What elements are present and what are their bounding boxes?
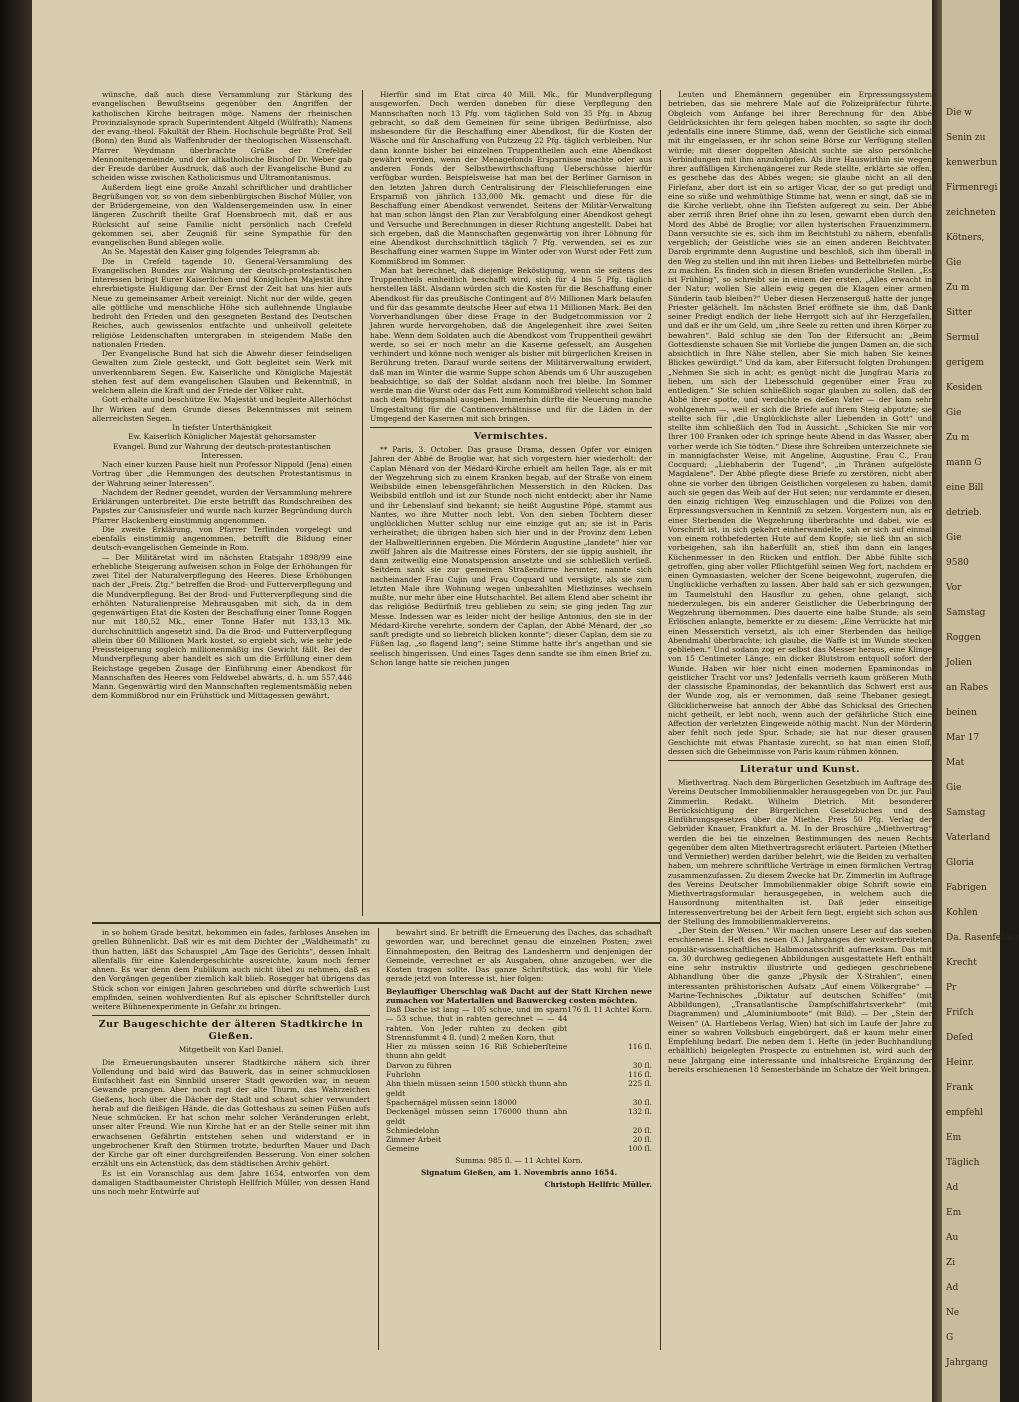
cost-value: 116 ſl. (628, 1070, 652, 1080)
section-rule (668, 760, 932, 761)
adjacent-page-fragment: Deſed (946, 1033, 973, 1043)
adjacent-page-fragment: Zu m (946, 283, 970, 293)
cost-value: 176 ſl. 11 Achtel Korn. (567, 1005, 652, 1014)
article-heading: Zur Baugeschichte der älteren Stadtkirche in Gießen. (98, 1019, 364, 1043)
adjacent-page-fragment: gerigem (946, 358, 984, 368)
signature-line: Signatum Gießen, am 1. Novembris anno 1654. (420, 1168, 618, 1177)
paragraph: Die in Crefeld tagende 10. General-Versammlung des Evangelischen Bundes zur Wahrung der deutsch-protestantischen Interessen bringt Eurer Kaiserlichen und Königlichen Majestät ihre ehrerbietigste Huldigung dar. Der Ernst der Zeit hat uns hier aufs Neue zu gemeinsamer Arbeit vereinigt. Nicht nur der wilde, gegen alle göttliche und menschliche Höhe sich auflehnende Unglaube bedroht den Frieden und den gesegneten Bestand des Deutschen Reiches, auch gewissenlos entfachte und unheilvoll geleitete religiöse Leidenschaften untergraben in steigendem Maße den nationalen Frieden. (92, 256, 352, 349)
cost-row (386, 1107, 652, 1126)
adjacent-page-fragment: Frank (946, 1083, 974, 1093)
adjacent-page-fragment: detrieb. (946, 508, 982, 518)
adjacent-page-fragment: Ne (946, 1308, 960, 1318)
newspaper-page (32, 0, 932, 1402)
paragraph: „Der Stein der Weisen.“ Wir machen unsere Leser auf das soeben erschienene 1. Heft des neuen (X.) Jahrganges der weitverbreiteten populär-wissenschaftlichen Halbmonatsschrift aufmerksam. Das mit ca. 30 durchweg gediegenen Abbildungen ausgestattete Heft enthält eine sehr instruktiv illustrirte und gediegen geschriebene Abhandlung über die ganze „Physik der X-Strahlen“, einen interessanten prähistorischen Aufsatz „Auf einem Völkergrabe“ — Marine-Technisches „Diktatur auf deutschen Schiffen“ (mit Abbildungen), „Transatlantische Dampfschiffahrtsverkehr“ (mit Diagrammen) und „Aluminiumboote“ (mit Bild). — Der „Stein der Weisen“ (A. Hartlebens Verlag, Wien) hat sich im Laufe der Jahre zu einer so wahren Volksbuch eingebürgert, daß er kaum mehr einer Empfehlung bedarf. Die neben dem 1. Hefte (in jeder Buchhandlung erhältlich) beigelegten Prospecte zu entnehmen ist, wird auch der neue Jahrgang eine interessante und inhaltsreiche Ergänzung der bereits erschienenen 18 Semesterbände im Schatze der Welt bringen. (668, 926, 932, 1074)
adjacent-page-fragment: Sermul (946, 333, 980, 343)
page-edge-shadow (932, 0, 942, 1402)
literature-heading: Literatur und Kunst. (739, 764, 861, 775)
adjacent-page-fragment: zeichneten (946, 208, 996, 218)
document-title: Beylauffiger Uberschlag waß Dacht auf der Statt Kirchen newe zumachen vor Materialien und Bauwerckeg costen möchten. (386, 986, 652, 1005)
cost-label: Deckenägel müssen seinn 176000 thunn ahn geldt (386, 1107, 568, 1126)
bottom-middle-column (386, 928, 652, 1350)
adjacent-page-fragment: Gie (946, 258, 962, 268)
adjacent-page-fragment: Täglich (946, 1158, 980, 1168)
cost-row (386, 1126, 652, 1135)
adjacent-page-fragment: Krecht (946, 958, 977, 968)
adjacent-page-fragment: eine Bill (946, 483, 984, 493)
adjacent-page-fragment: Die w (946, 108, 972, 118)
adjacent-page-fragment: Au (946, 1233, 959, 1243)
paragraph: Evangel. Bund zur Wahrung der deutsch-protestantischen Interessen. (113, 441, 331, 460)
paragraph: ** Paris, 3. October. Das grause Drama, dessen Opfer vor einigen Jahren der Abbé de Broglie war, hat sich vorgestern hier wiederholt: der Caplan Ménard von der Médard-Kirche erhielt am hellen Tage, als er mit der Wegzehrung sich zu einem Kranken begab, auf der Straße von einem Weibsbilde einen lebensgefährlichen Messerstich in den Rücken. Das Weibsbild entfloh und ist zur Stunde noch nicht entdeckt; aber ihr Name und ihr Lebenslauf sind bekannt; sie heißt Augustine Pôpé, stammt aus Nantes, wo ihre Mutter noch lebt. Von den sieben Töchtern dieser unglücklichen Mutter schlug nur eine einzige gut an; sie ist in Paris verheirathet; die übrigen haben sich hier und in der Provinz dem Leben der Halbweltlerinnen ergeben. Die Mörderin Augustine „landete“ hier vor zwölf Jahren als die Maitresse eines Försters, der sie üppig aushielt, ihr dann zeitweilig eine Monatspension ansetzte und sie schließlich verließ. Seitdem sank sie zur gemeinen Straßendirne herunter, nannte sich nacheinander Frau Cujin und Frau Coquard und versügte, als sie zum letzten Male ihre Wohnung wegen unbezahlten Miethzinses wechseln mußte, nur mehr über eine Hutschachtel. Bei allem Elend aber scheint ihr das religiöse Bedürfniß treu geblieben zu sein; sie ging jeden Tag zur Messe. Indessen war es leider nicht der heilige Antonius, den sie in der Médard-Kirche verehrte, sondern der Caplan, der Abbé Ménard, der „so sanft predigte und so liebreich blicken konnte“; dieser Caplan, dem sie zu Füßen lag, „so flagend lang“; seine Stimme hatte ihr's angethan und sie seelisch hingerissen. Und eines Tages denn sandte sie ihm einen Brief zu. Schon lange hatte sie reichen jungen (370, 445, 652, 667)
bottom-left-column (92, 928, 370, 1350)
article-byline: Mitgetheilt von Karl Daniel. (178, 1045, 284, 1055)
adjacent-page-fragment: mann G (946, 458, 982, 468)
adjacent-page-fragment: Mar 17 (946, 733, 980, 743)
cost-value: 30 ſl. (632, 1097, 652, 1107)
adjacent-page-fragment: Jahrgang (946, 1358, 988, 1368)
cost-label: Fuhrlohn (386, 1070, 421, 1080)
column-rule-2 (660, 90, 661, 1350)
paragraph: — Der Militäretat wird im nächsten Etatsjahr 1898/99 eine erhebliche Steigerung aufweisen schon in Folge der Erhöhungen für zwei Titel der Naturalverpflegung des Heeres. Diese Erhöhungen nach der „Freis. Ztg.“ betreffen die Brod- und Futterverpflegung und die Mundverpflegung. Bei der Brod- und Futterverpflegung sind die erhöhten Naturalienpreise Mehrausgaben mit sich, da in dem gegenwärtigen Etat die Kosten der Beschaffung einer Tonne Roggen nur mit 180,52 Mk., einer Tonne Hafer mit 133,13 Mk. durchschnittlich angesetzt sind. Da die Brod- und Futterverpflegung allein über 60 Millionen Mark kostet, so ergiebt sich, wie sehr jede Preissteigerung sogleich millionenmäßig ins Gewicht fällt. Bei der Mundverpflegung aber handelt es sich um die Erfüllung einer dem Reichstage gegeben Zusage der Einführung einer Abendkost für Mannschaften des Heeres vom Feldwebel abwärts, d. h. um 557,446 Mann. Gegenwärtig wird den Mannschaften reglementsmäßig neben dem Kommißbrod nur ein Frühstück und Mittagessen gewährt. (92, 552, 352, 701)
adjacent-page-fragment: Da. Rasenfelder (946, 933, 1019, 943)
adjacent-page-fragment: Kötners, (946, 233, 985, 243)
column-rule-1 (362, 90, 363, 916)
adjacent-page-fragment: Kesiden (946, 383, 983, 393)
column-rule-3 (378, 928, 379, 1350)
cost-row (386, 1079, 652, 1098)
adjacent-page-fragment: Fabrigen (946, 883, 987, 893)
cost-label: Darvon zu führen (386, 1060, 452, 1070)
paragraph: Außerdem liegt eine große Anzahl schriftlicher und drahtlicher Begrüßungen vor, so von dem siebenbürgischen Bischof Müller, von der Brüdergemeine, von den Waldensergemeinden usw. In einer längeren Zuschrift theilte Graf Hoensbroech mit, daß er aus Rücksicht auf seine Familie nicht persönlich nach Crefeld gekommen sei, aber Zeugniß für seine Sympathie für den evangelischen Bund ablegen wolle. (92, 182, 352, 247)
column-1 (92, 90, 352, 915)
paragraph: Nach einer kurzen Pause hielt nun Professor Nippold (Jena) einen Vortrag über „die Hemmungen des deutschen Protestantismus in der Wahrung seiner Interessen“. (92, 460, 352, 488)
cost-label: Daß Dache ist lang — 105 schue, und im sparn — 53 schue, thut in rahten gerechnet — — 44 rahten. Von Jeder ruhten zu decken gibt Strennsfummt 4 ſl. (und) 2 meßen Korn, thut (386, 1005, 568, 1042)
cost-row (386, 1070, 652, 1079)
adjacent-page-fragment: Heinr. (946, 1058, 975, 1068)
cost-value: 20 ſl. (632, 1135, 652, 1145)
paragraph: Man hat berechnet, daß diejenige Beköstigung, wenn sie seitens des Truppentheils einheitlich beschafft wird, sich für 4 bis 5 Pfg. täglich herstellen läßt. Alsdann würden sich die Kosten für die Beschaffung einer Abendkost für das preußische Contingent auf 8½ Millionen Mark belaufen und für das gesammte deutsche Heer auf etwa 11 Millionen Mark. Bei den Vorverhandlungen über diese Frage in der Budgetcommission vor 2 Jahren wurde hervorgehoben, daß die Angelegenheit ihre zwei Seiten habe. Wenn dem Soldaten auch die Abendkost vom Truppentheil gewährt werde, so sei er noch mehr an die Kaserne gefesselt, am Ausgehen verhindert und könne noch weniger als bisher mit bürgerlichen Kreisen in Berührung treten. Darauf wurde seitens der Militärverwaltung erwidert, daß man im Winter die warme Suppe schon Abends um 6 Uhr auszugeben beabsichtige, so daß der Soldat alsdann noch frei bleibe. Im Sommer werde man die Wurst oder das Fett zum Kommißbrod vielleicht schon bald nach dem Mittagsmahl ausgeben. Immerhin dürfte die Neuerung manche Umgestaltung für die Cantinenverhältnisse und für die Läden in der Umgegend der Kasernen mit sich bringen. (370, 265, 652, 423)
adjacent-page-fragment: Vor (946, 583, 962, 593)
paragraph: Der Evangelische Bund hat sich die Abwehr dieser feindseligen Gewalten zum Ziele gesteckt, und Gott begleitet sein Werk mit unverkennbarem Segen. Ew. Kaiserliche und Königliche Majestät stehen fest auf dem evangelischen Glauben und Bekenntniß, in welchem allein die Kraft und der Friede der Völker ruht. (92, 349, 352, 395)
adjacent-page-fragment: Ad (946, 1183, 959, 1193)
paragraph: Miethvertrag. Nach dem Bürgerlichen Gesetzbuch im Auftrage des Vereins Deutscher Immobilienmakler herausgegeben von Dr. jur. Paul Zimmerlin. Redakt. Wilhelm Dietrich. Mit besonderer Berücksichtigung der Bürgerlichen Gesetzbuches und des Einführungsgesetzes über die Miethe. Preis 50 Pfg. Verlag der Gebrüder Knauer, Frankfurt a. M. In der Broschüre „Miethvertrag“ werden die bei tie einzelnen Bestimmungen des neuen Rechts gegenüber dem alten Miethvertragsrecht erläutert. Parteien (Miether und Vermiether) werden darüber belehrt, wie die Beiden zu verhalten haben, um mehrere schriftliche Verträge in einen förmlichen Vertrag zusammenzufassen. Zu diesem Zwecke hat Dr. Zimmerlin im Auftrage des Vereins Deutscher Immobilienmakler obige Schrift sowie ein Miethvertragsformular herausgegeben, in welchem auch die Hausordnung mitenthalten ist. Daß jeder einseitige Interessenvertretung bei der Arbeit fern liegt, ergiebt sich schon aus der Stellung des Immobilienmaklervereins. (668, 778, 932, 926)
adjacent-page-fragment: Sitter (946, 308, 972, 318)
adjacent-page-fragment: Ad (946, 1283, 959, 1293)
adjacent-page-fragment: Gie (946, 783, 962, 793)
adjacent-page-fragment: Firmenregi (946, 183, 998, 193)
paragraph: Die zweite Erklärung, von Pfarrer Terlinden vorgelegt und ebenfalls einstimmig angenommen, betrifft die Bildung einer deutsch-evangelischen Gemeinde in Rom. (92, 524, 352, 553)
paragraph: bewahrt sind. Er betrifft die Erneuerung des Daches, das schadhaft geworden war, und berechnet genau die einzelnen Posten; zwei Einnahmeposten, den Beitrag des Landesherrn und denjenigen der Gemeinde, verrechnet er als Ausgaben, ohne anzugeben, wer die Kosten tragen sollte. Das ganze Schriftstück, das wohl für Viele gerade jetzt von Interesse ist, hier folgen: (386, 928, 652, 984)
adjacent-page-fragment: kenwerbun (946, 158, 998, 168)
paragraph: Die Erneuerungsbauten unserer Stadtkirche nähern sich ihrer Vollendung und bald wird das Bauwerk, das in seiner schmucklosen Einfachheit fast ein Sinnbild unserer Stadt geworden war, in neuem Gewande prangen. Aber noch ragt der alte Thurm, das Wahrzeichen Gießens, hoch über die Dächer der Stadt und schaut schier verwundert herab auf die fleißigen Hände, die das Gotteshaus zu seinen Füßen aufs Neue schmücken. Er hat schon mehr solcher Veränderungen erlebt, unser alter Freund. Wie nun Kirche hat er an der Stelle seiner mit ihm erwachsenen Gefährtin entstehen sehen und widerstand er in ungebrochener Kraft den Stürmen trotzte, bedurften Mauer und Dach der Kirche gar oft einer durchgreifenden Besserung. Von einer solchen erzählt uns ein Actenstück, das dem städtischen Archiv gehört. (92, 1057, 370, 1169)
cost-row (386, 1005, 652, 1042)
cost-label: Ahn thieln müssen seinn 1500 stückh thunn ahn geldt (386, 1079, 568, 1098)
cost-sum: Summa: 985 ſl. — 11 Achtel Korn. (455, 1155, 583, 1165)
adjacent-page-fragment: beinen (946, 708, 977, 718)
section-rule (92, 1015, 370, 1016)
adjacent-page-fragment: Gie (946, 408, 962, 418)
cost-table (386, 1005, 652, 1154)
cost-row (386, 1061, 652, 1070)
paragraph: An Se. Majestät den Kaiser ging folgendes Telegramm ab: (102, 247, 320, 257)
section-rule (370, 427, 652, 428)
cost-value: 225 ſl. (628, 1079, 652, 1089)
adjacent-page-fragment: 9580 (946, 558, 969, 568)
cost-row (386, 1144, 652, 1153)
adjacent-page-fragment: Gie (946, 533, 962, 543)
adjacent-page-fragment: Gloria (946, 858, 975, 868)
adjacent-page-fragment: empfehl (946, 1108, 983, 1118)
adjacent-page-fragment: Samstag (946, 808, 986, 818)
adjacent-page-fragment: Em (946, 1208, 962, 1218)
paragraph: in so hohem Grade besitzt, bekommen ein fades, farbloses Ansehen im grellen Bühnenlicht. Daß wir es mit dem Dichter der „Waldheimath“ zu thun hatten, läßt das Schauspiel „Am Tage des Gerichts“, dessen Inhalt allenfalls für eine Kalendergeschichte ausreichte, kaum noch ferner ahnen. Es war denn dem Publikum auch nicht übel zu nehmen, daß es den Vorgängen gegenüber ziemlich kalt blieb. Rosegger hat übrigens das Stück schon vor einigen Jahren geschrieben und dürfte schwerlich Lust empfinden, seinen wohlverdienten Ruf als epischer Schriftsteller durch weitere Bühnenexperimente in Gefahr zu bringen. (92, 928, 370, 1011)
adjacent-page-fragment: Zu m (946, 433, 970, 443)
adjacent-page-fragment: G (946, 1333, 954, 1343)
adjacent-page-fragment: Vaterland (946, 833, 991, 843)
paragraph: In tiefster Unterthänigkeit (172, 423, 272, 432)
adjacent-page-fragment: Kohlen (946, 908, 978, 918)
cost-value: 30 ſl. (632, 1060, 652, 1070)
cost-label: Gemeine (386, 1144, 420, 1154)
cost-value: 100 ſl. (628, 1144, 652, 1154)
adjacent-page-fragment: Samstag (946, 608, 986, 618)
cost-label: Spachernägel müssen seinn 18000 (386, 1097, 517, 1107)
paragraph: Hierfür sind im Etat circa 40 Mill. Mk., für Mundverpflegung ausgeworfen. Doch werden daneben für diese Verpflegung den Mannschaften noch 13 Pfg. vom täglichen Sold von 35 Pfg. in Abzug gebracht, so daß dem Gemeinen für seine übrigen Bedürfnisse, also insbesondere für die Beschaffung einer Abendkost, für die Kosten der Wäsche und für Anschaffung von Putzzeug 22 Pfg. täglich verbleiben. Nur dann konnte bisher bei einzelnen Truppentheilen auch eine Abendkost gewährt werden, wenn der Menagefonds Ersparnisse machte oder aus anderen Fonds der Selbstbewirthschaftung Ueberschüsse hierfür verfügbar wurden. Beispielsweise hat man bei der Berliner Garnison in den letzten Jahren durch Centralisirung der Fleischlieferungen eine Ersparniß von jährlich 133,000 Mk. gemacht und diese für die Beschaffung einer Abendkost verwendet. Seitens der Militär-Verwaltung hat man schon längst den Plan zur Verabfolgung einer Abendkost gehegt und Versuche und Berechnungen in dieser Richtung angestellt. Dabei hat sich ergeben, daß die Mannschaften gegenwärtig von ihrer Löhnung für eine Abendkost durchschnittlich täglich 7 Pfg. verwenden, sei es zur Beschaffung einer warmen Suppe im Winter oder von Wurst oder Fett zum Kommißbrod im Sommer. (370, 90, 652, 266)
column-3 (668, 90, 932, 1350)
cost-row (386, 1098, 652, 1107)
paragraph: Nachdem der Redner geendet, wurden der Versammlung mehrere Erklärungen unterbreitet. Die erste betrifft das Rundschreiben des Papstes zur Canisiusfeier und wurde nach kurzer Begründung durch Pfarrer Hackenberg einstimmig angenommen. (92, 487, 352, 525)
adjacent-page-fragment: Jolien (946, 658, 972, 668)
adjacent-page-fragment: Zi (946, 1258, 956, 1268)
adjacent-page-fragment: Mat (946, 758, 965, 768)
signer-name: Christoph Hellfric Müller. (544, 1180, 652, 1190)
miscellaneous-heading: Vermischtes. (473, 431, 549, 442)
cost-row (386, 1135, 652, 1144)
adjacent-page-fragment: an Rabes (946, 683, 989, 693)
cost-value: 132 ſl. (628, 1107, 652, 1117)
cost-value: 116 ſl. (628, 1042, 652, 1052)
cost-value: 20 ſl. (632, 1125, 652, 1135)
book-spine-shadow (0, 0, 32, 1402)
cost-row (386, 1042, 652, 1061)
adjacent-page-strip (932, 0, 1019, 1402)
adjacent-page-fragment: Senin zu (946, 133, 986, 143)
page-horizontal-rule (92, 922, 660, 924)
adjacent-page-fragment: Roggen (946, 633, 981, 643)
cost-label: Zimmer Arbeit (386, 1135, 442, 1145)
paragraph: Es ist ein Voranschlag aus dem Jahre 1654, entworfen von dem damaligen Stadtbaumeister Christoph Hellfrich Müller, von dessen Hand uns noch mehr Entwürfe auf (92, 1168, 370, 1196)
adjacent-page-fragment: Em (946, 1133, 962, 1143)
adjacent-page-fragment: Pr (946, 983, 957, 993)
paragraph: wünsche, daß auch diese Versammlung zur Stärkung des evangelischen Bewußtseins gegenüber den Angriffen der katholischen Kirche beitragen möge. Namens der rheinischen Provinzialsynode sprach Superintendent Altgeld (Wülfrath); Namens der evang.-theol. Fakultät der Rhein. Hochschule begrüßte Prof. Sell (Bonn) den Bund als Waffenbruder der theologischen Wissenschaft. Pfarrer Weydmann überbrachte Grüße der Crefelder Mennonitengemeinde, und der altkatholische Bischof Dr. Weber gab der Freude darüber Ausdruck, daß auch der Evangelische Bund zu scheiden wisse zwischen Katholicismus und Ultramontanismus. (92, 90, 352, 183)
paragraph: Ew. Kaiserlich Königlicher Majestät gehorsamster (128, 432, 316, 442)
paragraph: Gott erhalte und beschütze Ew. Majestät und begleite Allerhöchst Ihr Wirken auf dem Grunde dieses Bekenntnisses mit seinem allerreichsten Segen. (92, 395, 352, 423)
cost-label: Hier zu müssen seinn 16 Riß Schieberſteine thunn ahn geldt (386, 1042, 568, 1061)
cost-label: Schmiedelohn (386, 1125, 440, 1135)
paragraph: Leuten und Ehemännern gegenüber ein Erpressungssystem betrieben, das sie mehrere Male auf die Polizeipräfectur führte. Obgleich vom Anfange bei ihrer Berechnung für den Abbé Geldrücksichten ihr fern gelegen haben mochten, so sagte ihr doch jedenfalls eine innere Stimme, daß, wenn der Geistliche sich einmal mit ihr eingelassen, er ihr schon seine Börse zur Verfügung stellen würde; mit dieser doppelten Absicht suchte sie also persönliche Verbindungen mit ihm anzuknüpfen. Als ihre Hauswirthin sie wegen ihrer auffälligen Kirchengängerei zur Rede stellte, erklärte sie offen, es geschehe das des Abbés wegen; sie glaube nicht an all den Firlefanz, aber dort ist ein so artiger Vicar, der so gut predigt und eine so süße und wehmüthige Stimme hat, wenn er singt, daß sie in die Kirche verliebt, ohne ihn Tiefsten aufgeregt zu sein. Der Abbé aber zerriß ihren Brief ohne ihn zu lesen, gewarnt eben durch den Mord des Abbé de Broglie; vor allen hysterischen Frauenzimmern. Dann versuchte sie es, sich ihm im Beichtstuhl zu nähern, ebenfalls vergeblich; der Geistliche wies sie an einen anderen Beichtvater. Darob ergrimmte denn Augustine und beschloß, sich ihm überall in den Weg zu stellen und ihn mit ihren Liebes- und Bettelbriefen mürbe zu machen. Es finden sich in diesen Briefen wunderliche Stellen. „Es ist Frühling“, so schreibt sie in einem der ersten, „Alles erwacht in der Natur; wollen Sie allein ewig gegen die Klagen einer armen Sünderin taub bleiben?“ Ueber diesen Herzenserguß hatte der junge Priester gelächelt. Im nächsten Brief eröffnete sie ihm, daß Dank seiner Predigt endlich der liebe Herrgott sich auf ihr Herzgefallen, und daß er ihr um Geld, um „ihre Seele zu retten und ihren Körper zu bewahren“. Bald schlug sie den Ton der Eifersucht an: „Beim Gottesdienste schauen Sie mit Vorliebe die jungen Damen an, die sich absichtlich in Ihre Nähe stellen, aber Sie mich haben Sie keines Blickes gewürdigt.“ Und da kam, aber Eifersucht folgten Drohungen: „Nehmen Sie sich in acht; es genügt nicht die Jungfrau Maria zu lieben, um sich der Liebesschuld gegenüber einer Frau zu entledigen.“ Sie schien schließlich sogar glauben zu sollen, daß der Abbé ihrer spotte, und verdachte es deßen Vater — der kam sehr wohlgenehm —, weil er sich die Briefe auf ihrem Steig abputzte; sie stellte sich für „die Unglücklichste aller Liebenden in Gott“ und stellte ihm schließlich den Tod in Aussicht. „Schicken Sie mir vor Ihrer 100 Franken oder ich springe heute Abend in das Wasser, aber vorher werde ich Sie tödten.“ Diese ihre Schreiben unterzeichnete sie in mannigfachster Weise, mit Angeline, Augustine, Frau C., Frau Cocquard; „Liebhaberin der Tugend“, „in Thränen aufgelöste Magdalene“. Der Abbé pflegte diese Briefe zu zerstören, nicht aber ohne sie vorher den übrigen Geistlichen vorgelesen zu haben, damit auch sie gegen das Weib auf der Hut seien; nur verdammte er diesen, den einzig richtigen Weg einzuschlagen und die Polizei von den Erpressungsversuchen in Kenntniß zu setzen. Vorgestern nun, als er einer Sterbenden die Wegzehrung überbrachte und dabei, wie es Vorschrift ist, in sich gekehrt einherwandelte, sah er sich auf einmal von einem rothbefederten Hute auf dem Kopfe; sie ließ ihn an sich vorbeigehen, sah ihn haßerfüllt an, stieß ihm dann ein langes Küchenmesser in den Rücken und entfloh. Der Abbé fühlte sich getroffen, ging aber voller Pflichtgefühl seinen Weg fort, nachdem er einen Gymnasiasten, welcher der Scene beigewohnt, zugerufen, die Unglückliche verhaften zu lassen. Aber bald sah er sich gezwungen, im Taumelstuhl den Hausflur zu gehen, ohne gelangt, sich niederzulegen, bis ein anderer Geistlicher die Ueberbringung der Wegzehrung übernommen. Dies dauerte eine halbe Stunde; als sein Erlöschen anlangte, bemerkte er zu diesem: „Eine Verrückte hat mir einen Messerstich versetzt, als ich einer Sterbenden das heilige Abendmahl überbrachte; ich glaube, die Waffe ist im Wunde stecken geblieben.“ Und sodann zog er selbst das Messer heraus, eine Klinge von 15 Centimeter Länge; ein dicker Blutstrom entquoll sofort der Wunde. Haben wir hier nicht einen modernen Epaminondas in geistlicher Tracht vor uns? Jedenfalls verrieth kaum größeren Muth der classische Epaminondas, der bekanntlich das Schwert erst aus der Wunde zog, als er vernommen, daß seine Thebaner gesiegt. Glücklicherweise hat annoch der Abbé das Schicksal des Griechen nicht getheilt, er lebt noch, wenn auch der gefährliche Stich eine Affection der verletzten Eingeweide nöthig macht. Nun der Mörderin aber fehlt noch jede Spur. Schade; sie hat nur dieser grausen Geschichte mit etwas Phantasie zurecht, so hat man einen Stoff, dessen sich die Geheimnisse von Paris kaum rühmen können. (668, 90, 932, 756)
column-2 (370, 90, 652, 915)
adjacent-page-fragment: Friſch (946, 1008, 974, 1018)
